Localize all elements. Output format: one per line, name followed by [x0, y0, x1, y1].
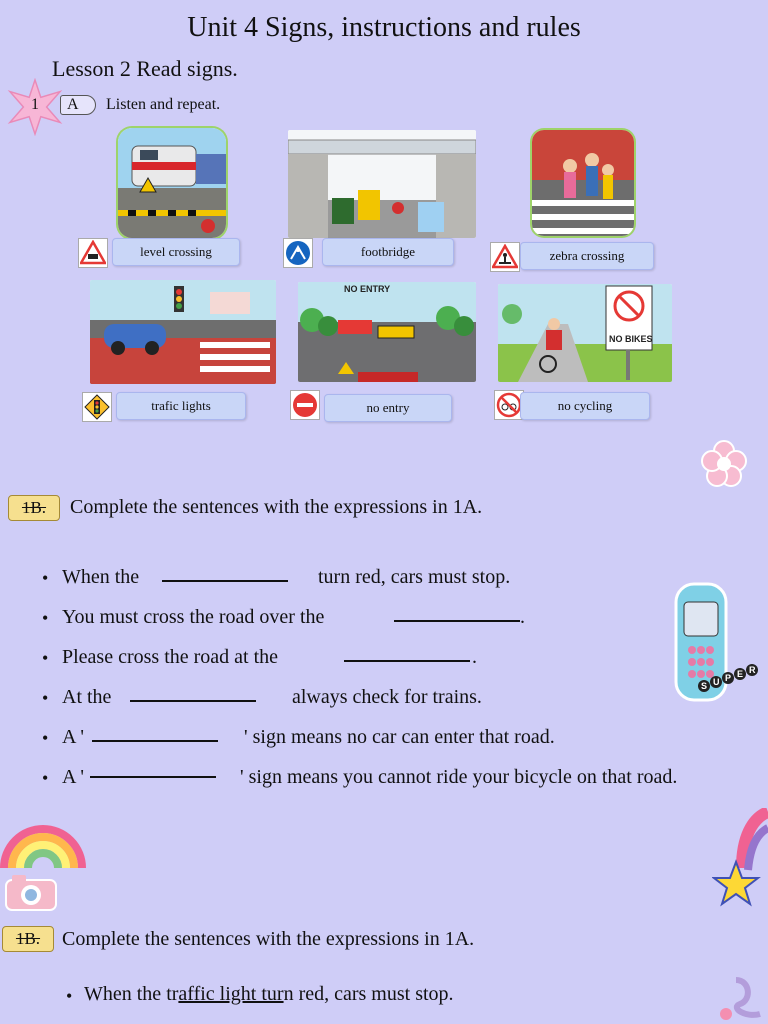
no-cycling-photo [498, 284, 672, 382]
bullet: • [42, 568, 49, 588]
blank-3[interactable] [344, 660, 470, 662]
answer-part-2: n red, cars must stop. [283, 983, 454, 1005]
blank-2[interactable] [394, 620, 520, 622]
zebra-crossing-sign-icon [490, 242, 520, 272]
exercise-number: 1 [31, 96, 39, 113]
label-zebra-crossing: zebra crossing [520, 242, 654, 270]
label-level-crossing: level crossing [112, 238, 240, 266]
level-crossing-photo [118, 128, 226, 238]
label-no-entry: no entry [324, 394, 452, 422]
blank-1[interactable] [162, 580, 288, 582]
cat-sticker-icon [716, 974, 768, 1024]
sentence-5-end: ' sign means no car can enter that road. [244, 726, 555, 748]
level-crossing-sign-icon [78, 238, 108, 268]
page-title: Unit 4 Signs, instructions and rules [187, 12, 581, 43]
exercise-part-label: A [60, 95, 96, 115]
retro-phone-sticker-icon [666, 582, 762, 704]
sentence-6-start: A ' [62, 766, 84, 788]
phone-letter-u: U [713, 677, 720, 687]
no-entry-banner: NO ENTRY [344, 284, 391, 294]
zebra-crossing-photo [532, 130, 634, 236]
bullet: • [42, 768, 49, 788]
label-no-cycling: no cycling [520, 392, 650, 420]
shooting-star-sticker-icon [712, 808, 768, 918]
answer-part-1: When the tr [84, 983, 179, 1005]
answer-sentence [84, 983, 454, 1006]
blank-5[interactable] [92, 740, 218, 742]
traffic-lights-sign-icon [82, 392, 112, 422]
phone-letter-e: E [737, 669, 744, 679]
phone-letter-r: R [749, 665, 756, 675]
bullet: • [42, 688, 49, 708]
bullet: • [66, 986, 73, 1006]
exercise-instruction: Listen and repeat. [106, 96, 221, 113]
bullet: • [42, 648, 49, 668]
phone-letter-p: P [725, 673, 732, 683]
label-footbridge: footbridge [322, 238, 454, 266]
sentence-1-end: turn red, cars must stop. [318, 566, 511, 588]
answer-1b-instruction: Complete the sentences with the expressions in 1A. [62, 928, 475, 950]
label-traffic-lights: trafic lights [116, 392, 246, 420]
sentence-2-end: . [520, 606, 525, 628]
answer-fill: affic light tur [178, 983, 284, 1005]
bullet: • [42, 608, 49, 628]
answer-1b-tag: 1B. [2, 926, 54, 952]
sentence-3-end: . [472, 646, 477, 668]
flower-sticker-icon [700, 440, 748, 488]
sentence-1-start: When the [62, 566, 140, 588]
no-entry-sign-icon [290, 390, 320, 420]
bullet: • [42, 728, 49, 748]
blank-6[interactable] [90, 776, 216, 778]
sentence-6-end: ' sign means you cannot ride your bicycle on that road. [240, 766, 678, 788]
phone-letter-s: S [701, 681, 708, 691]
sentence-5-start: A ' [62, 726, 84, 748]
rainbow-sticker-icon [0, 812, 86, 868]
traffic-lights-photo [90, 280, 276, 384]
no-bikes-text: NO BIKES [609, 334, 653, 344]
exercise-1b-tag: 1B. [8, 495, 60, 521]
no-entry-photo [298, 282, 476, 382]
lesson-title: Lesson 2 Read signs. [52, 56, 238, 81]
sentence-4-end: always check for trains. [292, 686, 482, 708]
sentence-3-start: Please cross the road at the [62, 646, 279, 668]
camera-sticker-icon [4, 872, 58, 912]
sentence-2-start: You must cross the road over the [62, 606, 325, 628]
exercise-1b-instruction: Complete the sentences with the expressions in 1A. [70, 496, 483, 518]
sentence-4-start: At the [62, 686, 112, 708]
blank-4[interactable] [130, 700, 256, 702]
footbridge-sign-icon [283, 238, 313, 268]
footbridge-photo [288, 130, 476, 238]
